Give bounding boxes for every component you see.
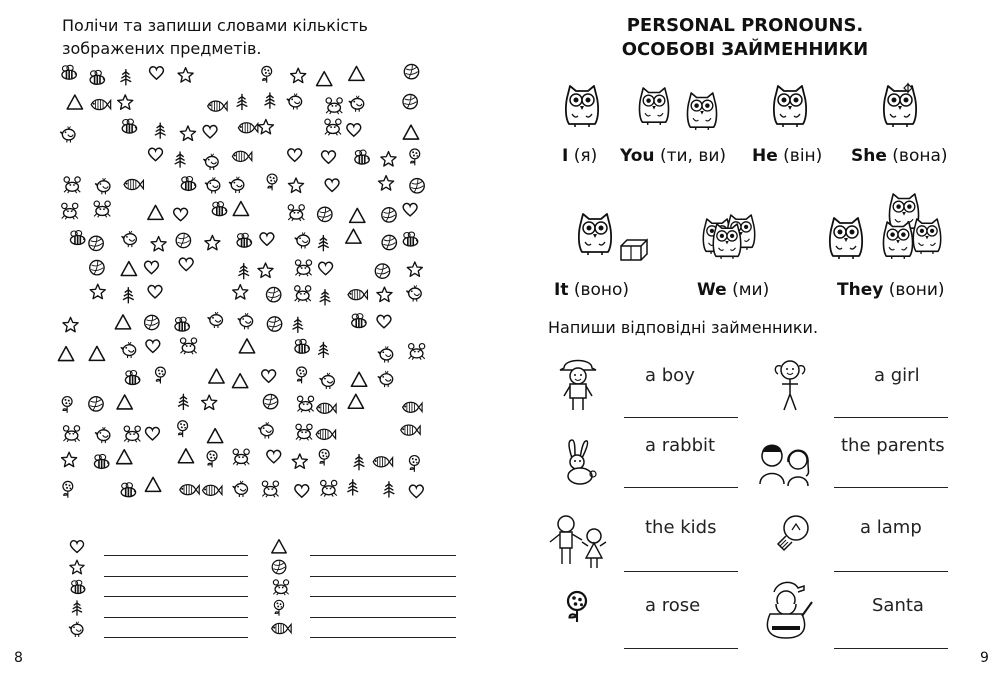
count-answer-line[interactable] — [310, 555, 456, 556]
star-icon — [90, 284, 105, 298]
counting-instruction: Полічи та запиши словами кількість зображених предметів. — [62, 16, 368, 58]
kids-icon — [548, 512, 610, 572]
bird-icon — [205, 177, 220, 193]
tree-icon — [238, 263, 249, 279]
bird-icon — [320, 373, 335, 389]
bird-icon — [121, 342, 136, 358]
lamp-icon — [772, 512, 812, 556]
bird-icon — [287, 93, 302, 109]
crab-icon — [321, 480, 337, 496]
flower-icon — [262, 66, 272, 82]
star-icon — [178, 68, 193, 82]
count-answer-line[interactable] — [310, 617, 456, 618]
page-number-right: 9 — [980, 650, 989, 666]
bee-icon — [175, 317, 189, 331]
pronoun-we-label: We (ми) — [697, 280, 770, 300]
heart-icon — [145, 261, 159, 273]
crab-icon — [180, 338, 196, 354]
bird-icon — [233, 481, 248, 497]
heart-icon — [146, 340, 160, 352]
triangle-icon — [233, 202, 248, 216]
bird-icon — [258, 422, 273, 438]
fish-icon — [373, 457, 392, 467]
heart-icon — [260, 233, 274, 245]
exercise-word: the parents — [841, 435, 945, 456]
crab-icon — [64, 177, 80, 193]
heart-icon — [319, 262, 333, 274]
answer-line[interactable] — [834, 417, 948, 418]
tree-icon — [320, 289, 331, 305]
triangle-icon — [350, 208, 365, 222]
rabbit-icon — [560, 438, 600, 486]
crab-icon — [94, 201, 110, 217]
fish-icon — [272, 623, 291, 633]
flower-icon — [319, 449, 329, 465]
fish-icon — [203, 485, 222, 495]
fish-icon — [91, 99, 110, 109]
fish-icon — [348, 290, 367, 300]
flower-icon — [62, 397, 72, 413]
owl-we-icon — [700, 212, 770, 264]
page-title — [520, 14, 970, 62]
ball-icon — [266, 287, 280, 301]
triangle-icon — [148, 205, 163, 219]
answer-line[interactable] — [624, 487, 738, 488]
tree-icon — [347, 479, 358, 495]
heart-icon — [70, 541, 83, 553]
star-icon — [377, 287, 392, 301]
answer-line[interactable] — [834, 571, 948, 572]
star-icon — [63, 317, 78, 331]
bird-icon — [95, 427, 110, 443]
pronoun-he-label: He (він) — [752, 146, 823, 166]
count-answer-line[interactable] — [104, 617, 248, 618]
bee-icon — [352, 314, 366, 328]
bird-icon — [60, 126, 75, 142]
ball-icon — [404, 64, 418, 78]
answer-line[interactable] — [624, 571, 738, 572]
exercise-word: a rose — [645, 595, 701, 616]
ball-icon — [272, 560, 286, 574]
crab-icon — [63, 426, 79, 442]
star-icon — [291, 68, 306, 82]
heart-icon — [149, 148, 163, 160]
star-icon — [292, 454, 307, 468]
bee-icon — [181, 176, 195, 190]
exercise-word: a rabbit — [645, 435, 716, 456]
owl-she-icon — [880, 84, 920, 132]
pronoun-i-label: I (я) — [562, 146, 598, 166]
count-answer-line[interactable] — [104, 576, 248, 577]
flower-icon — [409, 456, 419, 472]
bird-icon — [378, 371, 393, 387]
star-icon — [62, 452, 77, 466]
owl-you-icon — [684, 90, 720, 136]
count-answer-line[interactable] — [310, 596, 456, 597]
bee-icon — [94, 454, 108, 468]
fish-icon — [208, 101, 227, 111]
bee-icon — [125, 371, 139, 385]
tree-icon — [72, 600, 82, 615]
crab-icon — [233, 449, 249, 465]
triangle-icon — [349, 66, 364, 80]
page-number-left: 8 — [14, 650, 23, 666]
fish-icon — [238, 123, 257, 133]
ball-icon — [410, 179, 424, 193]
exercise-word: a lamp — [860, 517, 922, 538]
owl-they-icon — [826, 192, 946, 268]
heart-icon — [403, 203, 417, 215]
flower-icon — [178, 421, 188, 437]
answer-line[interactable] — [834, 487, 948, 488]
triangle-icon — [58, 347, 73, 361]
star-icon — [180, 126, 195, 140]
star-icon — [258, 263, 273, 277]
tree-icon — [155, 123, 166, 139]
bird-icon — [238, 313, 253, 329]
heart-icon — [267, 450, 281, 462]
crab-icon — [273, 580, 288, 595]
bee-icon — [403, 232, 417, 246]
owl-i-icon — [562, 84, 602, 132]
heart-icon — [409, 485, 423, 497]
pronoun-you-label: You (ти, ви) — [620, 146, 727, 166]
heart-icon — [325, 179, 339, 191]
tree-icon — [175, 151, 186, 167]
fish-icon — [401, 425, 420, 435]
bird-icon — [208, 312, 223, 328]
bird-icon — [229, 177, 244, 193]
bird-icon — [295, 232, 310, 248]
exercise-word: Santa — [872, 595, 924, 616]
ball-icon — [89, 397, 103, 411]
bee-icon — [62, 65, 76, 79]
tree-icon — [120, 69, 131, 85]
heart-icon — [262, 370, 276, 382]
count-answer-line[interactable] — [104, 596, 248, 597]
bee-icon — [121, 483, 135, 497]
triangle-icon — [317, 72, 332, 86]
answer-line[interactable] — [834, 648, 948, 649]
heart-icon — [322, 151, 336, 163]
heart-icon — [150, 67, 164, 79]
tree-icon — [123, 287, 134, 303]
pronoun-it-label: It (воно) — [554, 280, 630, 300]
star-icon — [379, 176, 394, 190]
parents-icon — [756, 440, 816, 486]
heart-icon — [203, 126, 217, 138]
fish-icon — [316, 429, 335, 439]
counting-picture-field — [0, 0, 500, 682]
crab-icon — [295, 286, 311, 302]
ball-icon — [382, 208, 396, 222]
tree-icon — [318, 235, 329, 251]
bee-icon — [355, 150, 369, 164]
heart-icon — [174, 208, 188, 220]
bee-icon — [90, 70, 104, 84]
ball-icon — [145, 315, 159, 329]
count-answer-line[interactable] — [310, 637, 456, 638]
triangle-icon — [272, 540, 286, 553]
bee-icon — [212, 202, 226, 216]
bee-icon — [122, 119, 136, 133]
bee-icon — [295, 339, 309, 353]
pronoun-she-label: She (вона) — [851, 146, 948, 166]
flower-icon — [267, 174, 277, 190]
crab-icon — [62, 203, 78, 219]
star-icon — [381, 152, 396, 166]
answer-line[interactable] — [624, 648, 738, 649]
star-icon — [202, 395, 217, 409]
flower-icon — [63, 481, 73, 497]
crab-icon — [262, 481, 278, 497]
owl-it-icon — [575, 212, 655, 266]
bee-icon — [70, 231, 84, 245]
exercise-word: the kids — [645, 517, 717, 538]
count-answer-line[interactable] — [104, 637, 248, 638]
tree-icon — [384, 481, 395, 497]
triangle-icon — [117, 395, 132, 409]
fish-icon — [180, 485, 199, 495]
ball-icon — [375, 264, 389, 278]
crab-icon — [124, 426, 140, 442]
owl-you-icon — [636, 84, 672, 132]
triangle-icon — [89, 346, 104, 360]
triangle-icon — [121, 262, 136, 276]
girl-icon — [768, 356, 812, 412]
triangle-icon — [403, 125, 418, 139]
pronoun-instruction: Напиши відповідні займенники. — [548, 318, 819, 337]
ball-icon — [403, 94, 417, 108]
pronoun-they-label: They (вони) — [837, 280, 945, 300]
heart-icon — [288, 149, 302, 161]
ball-icon — [176, 233, 190, 247]
triangle-icon — [117, 450, 132, 464]
tree-icon — [237, 94, 248, 110]
boy-icon — [556, 356, 600, 412]
owl-he-icon — [770, 84, 810, 132]
fish-icon — [317, 403, 336, 413]
heart-icon — [295, 485, 309, 497]
star-icon — [258, 119, 273, 133]
tree-icon — [264, 93, 275, 109]
crab-icon — [326, 98, 342, 114]
answer-line[interactable] — [624, 417, 738, 418]
triangle-icon — [239, 339, 254, 353]
flower-icon — [156, 367, 166, 383]
ball-icon — [267, 317, 281, 331]
tree-icon — [292, 317, 303, 333]
santa-icon — [760, 578, 816, 642]
bird-icon — [349, 96, 364, 112]
bird-icon — [203, 154, 218, 170]
star-icon — [70, 560, 84, 574]
count-answer-line[interactable] — [104, 555, 248, 556]
star-icon — [118, 95, 133, 109]
heart-icon — [347, 124, 361, 136]
fish-icon — [403, 402, 422, 412]
tree-icon — [178, 394, 189, 410]
fish-icon — [232, 151, 251, 161]
crab-icon — [325, 119, 341, 135]
triangle-icon — [145, 477, 160, 491]
triangle-icon — [348, 394, 363, 408]
triangle-icon — [178, 449, 193, 463]
heart-icon — [377, 315, 391, 327]
ball-icon — [318, 207, 332, 221]
bee-icon — [237, 233, 251, 247]
ball-icon — [382, 235, 396, 249]
tree-icon — [318, 342, 329, 358]
crab-icon — [409, 344, 425, 360]
rose-icon — [562, 584, 594, 632]
triangle-icon — [67, 95, 82, 109]
triangle-icon — [115, 315, 130, 329]
bird-icon — [69, 622, 83, 637]
ball-icon — [263, 394, 277, 408]
crab-icon — [296, 424, 312, 440]
ball-icon — [89, 236, 103, 250]
bird-icon — [378, 346, 393, 362]
star-icon — [407, 262, 422, 276]
heart-icon — [148, 286, 162, 298]
flower-icon — [297, 367, 307, 383]
triangle-icon — [232, 374, 247, 388]
bird-icon — [406, 285, 421, 301]
star-icon — [151, 236, 166, 250]
flower-icon — [410, 149, 420, 165]
bird-icon — [95, 178, 110, 194]
count-answer-line[interactable] — [310, 576, 456, 577]
flower-icon — [207, 451, 217, 467]
star-icon — [233, 285, 248, 299]
triangle-icon — [351, 372, 366, 386]
heart-icon — [179, 258, 193, 270]
exercise-word: a boy — [645, 365, 695, 386]
triangle-icon — [209, 369, 224, 383]
crab-icon — [297, 396, 313, 412]
bee-icon — [71, 580, 85, 593]
flower-icon — [274, 600, 283, 615]
star-icon — [288, 178, 303, 192]
tree-icon — [354, 454, 365, 470]
crab-icon — [295, 260, 311, 276]
fish-icon — [124, 179, 143, 189]
title-english: PERSONAL PRONOUNS. — [626, 15, 864, 36]
exercise-word: a girl — [874, 365, 920, 386]
triangle-icon — [207, 429, 222, 443]
ball-icon — [90, 260, 104, 274]
heart-icon — [145, 427, 159, 439]
triangle-icon — [346, 229, 361, 243]
title-ukrainian: ОСОБОВІ ЗАЙМЕННИКИ — [621, 39, 869, 60]
bird-icon — [122, 231, 137, 247]
crab-icon — [288, 205, 304, 221]
star-icon — [205, 235, 220, 249]
